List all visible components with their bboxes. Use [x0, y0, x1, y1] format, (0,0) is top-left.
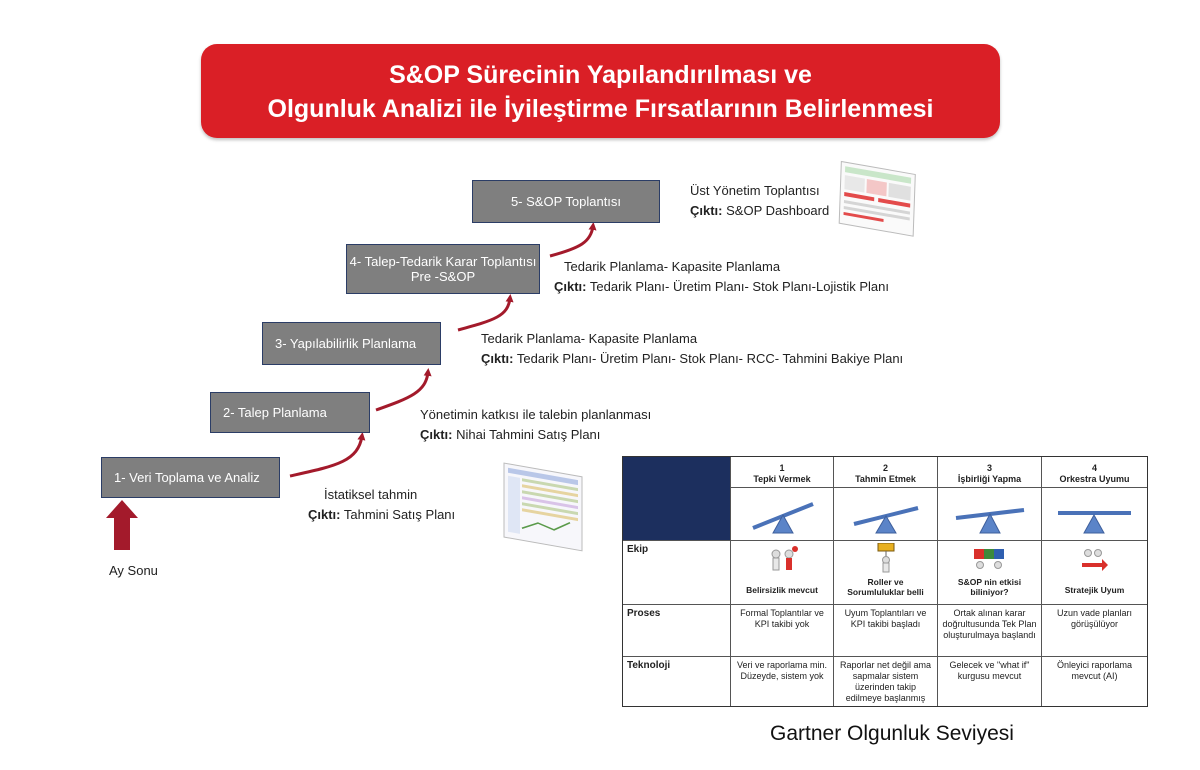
confused-figures-icon	[767, 545, 799, 575]
ekip-level-4	[1042, 541, 1147, 605]
level-2-header	[834, 457, 938, 488]
forecast-thumbnail-icon	[498, 460, 590, 560]
arrow-4-to-5	[550, 226, 593, 256]
step-2-desc-line1: Yönetimin katkısı ile talebin planlanması	[420, 407, 652, 422]
scale-level-3	[938, 488, 1042, 541]
level-3-num: 3	[986, 463, 992, 473]
step-4-output-label: Çıktı:	[554, 279, 587, 294]
arrow-3-to-4	[458, 298, 510, 330]
ay-sonu-arrow-icon	[106, 500, 138, 550]
teknoloji-level-4: Önleyici raporlama mevcut (AI)	[1056, 660, 1133, 681]
level-4-header	[1042, 457, 1147, 488]
proses-level-3: Ortak alınan karar doğrultusunda Tek Plan oluşturulmaya başlandı	[938, 605, 1042, 657]
ekip-level-2	[834, 541, 938, 605]
puzzle-team-icon	[972, 543, 1008, 573]
arrow-1-to-2	[290, 436, 362, 476]
seesaw-tilted-icon	[731, 488, 834, 541]
step-4-label-line1: 4- Talep-Tedarik Karar Toplantısı	[349, 254, 537, 269]
level-2-name: Tahmin Etmek	[855, 474, 916, 484]
step-2-label: 2- Talep Planlama	[223, 405, 327, 420]
table-corner	[623, 457, 731, 541]
ekip-level-3-text-2: biliniyor?	[970, 587, 1009, 597]
step-1-desc	[308, 485, 456, 525]
step-1-box	[101, 457, 280, 498]
step-3-desc-line1: Tedarik Planlama- Kapasite Planlama	[481, 331, 698, 346]
ekip-level-1-text: Belirsizlik mevcut	[746, 585, 818, 595]
row-label-ekip: Ekip	[623, 541, 731, 605]
seesaw-balanced-icon	[1042, 488, 1147, 541]
step-3-desc	[481, 329, 903, 369]
level-1-num: 1	[779, 463, 785, 473]
scale-level-1	[731, 488, 834, 541]
level-4-num: 4	[1091, 463, 1097, 473]
maturity-table	[622, 456, 1148, 707]
step-3-output-label: Çıktı:	[481, 351, 514, 366]
row-label-proses: Proses	[623, 605, 731, 657]
ekip-level-2-text-1: Roller ve	[867, 577, 904, 587]
level-3-header	[938, 457, 1042, 488]
seesaw-slight-tilt-icon	[834, 488, 938, 541]
step-4-box	[346, 244, 540, 294]
step-5-label: 5- S&OP Toplantısı	[510, 194, 622, 209]
level-1-header	[731, 457, 834, 488]
step-2-output-label: Çıktı:	[420, 427, 453, 442]
title-line-1: S&OP Sürecinin Yapılandırılması ve	[389, 61, 812, 89]
step-4-desc	[554, 257, 889, 297]
ekip-level-3-text-1: S&OP nin etkisi	[957, 577, 1022, 587]
step-5-output: S&OP Dashboard	[722, 203, 830, 218]
maturity-caption: Gartner Olgunluk Seviyesi	[770, 722, 1014, 745]
teknoloji-level-2: Raporlar net değil ama sapmalar sistem üzerinden takip edilmeye başlanmış	[834, 657, 938, 706]
level-2-num: 2	[882, 463, 888, 473]
step-4-desc-line1: Tedarik Planlama- Kapasite Planlama	[564, 259, 781, 274]
ekip-level-3	[938, 541, 1042, 605]
level-3-name: İşbirliği Yapma	[957, 474, 1022, 484]
scale-level-2	[834, 488, 938, 541]
team-arrow-icon	[1080, 545, 1110, 573]
step-5-desc-line1: Üst Yönetim Toplantısı	[690, 183, 820, 198]
step-1-label: 1- Veri Toplama ve Analiz	[114, 470, 260, 485]
ekip-level-1	[731, 541, 834, 605]
ay-sonu-label: Ay Sonu	[109, 563, 158, 578]
proses-level-2: Uyum Toplantıları ve KPI takibi başladı	[834, 605, 938, 657]
ekip-level-2-text-2: Sorumluluklar belli	[847, 587, 924, 597]
proses-level-4: Uzun vade planları görüşülüyor	[1042, 605, 1147, 657]
step-2-output: Nihai Tahmini Satış Planı	[452, 427, 601, 442]
dashboard-thumbnail-icon	[836, 160, 920, 240]
step-1-output-label: Çıktı:	[308, 507, 341, 522]
step-2-desc	[420, 405, 651, 445]
step-5-output-label: Çıktı:	[690, 203, 723, 218]
step-1-output: Tahmini Satış Planı	[340, 507, 456, 522]
step-4-label-line2: Pre -S&OP	[410, 269, 476, 284]
ekip-level-4-text: Stratejik Uyum	[1064, 585, 1125, 595]
level-4-name: Orkestra Uyumu	[1059, 474, 1130, 484]
step-3-label: 3- Yapılabilirlik Planlama	[275, 336, 417, 351]
title-line-2: Olgunluk Analizi ile İyileştirme Fırsatlarının Belirlenmesi	[267, 95, 934, 123]
step-3-output: Tedarik Planı- Üretim Planı- Stok Planı- RCC- Tahmini Bakiye Planı	[513, 351, 904, 366]
scale-level-4	[1042, 488, 1147, 541]
step-5-box	[472, 180, 660, 223]
level-1-name: Tepki Vermek	[753, 474, 811, 484]
step-3-box	[262, 322, 441, 365]
teknoloji-level-3: Gelecek ve "what if" kurgusu mevcut	[938, 657, 1042, 706]
row-label-teknoloji: Teknoloji	[623, 657, 731, 706]
proses-level-1: Formal Toplantılar ve KPI takibi yok	[731, 605, 834, 657]
seesaw-near-level-icon	[938, 488, 1042, 541]
teknoloji-level-1: Veri ve raporlama min. Düzeyde, sistem yok	[731, 657, 834, 706]
step-5-desc	[690, 181, 829, 221]
step-1-desc-line1: İstatiksel tahmin	[324, 487, 418, 502]
step-4-output: Tedarik Planı- Üretim Planı- Stok Planı-Lojistik Planı	[586, 279, 889, 294]
figure-with-sign-icon	[872, 543, 900, 573]
step-2-box	[210, 392, 370, 433]
